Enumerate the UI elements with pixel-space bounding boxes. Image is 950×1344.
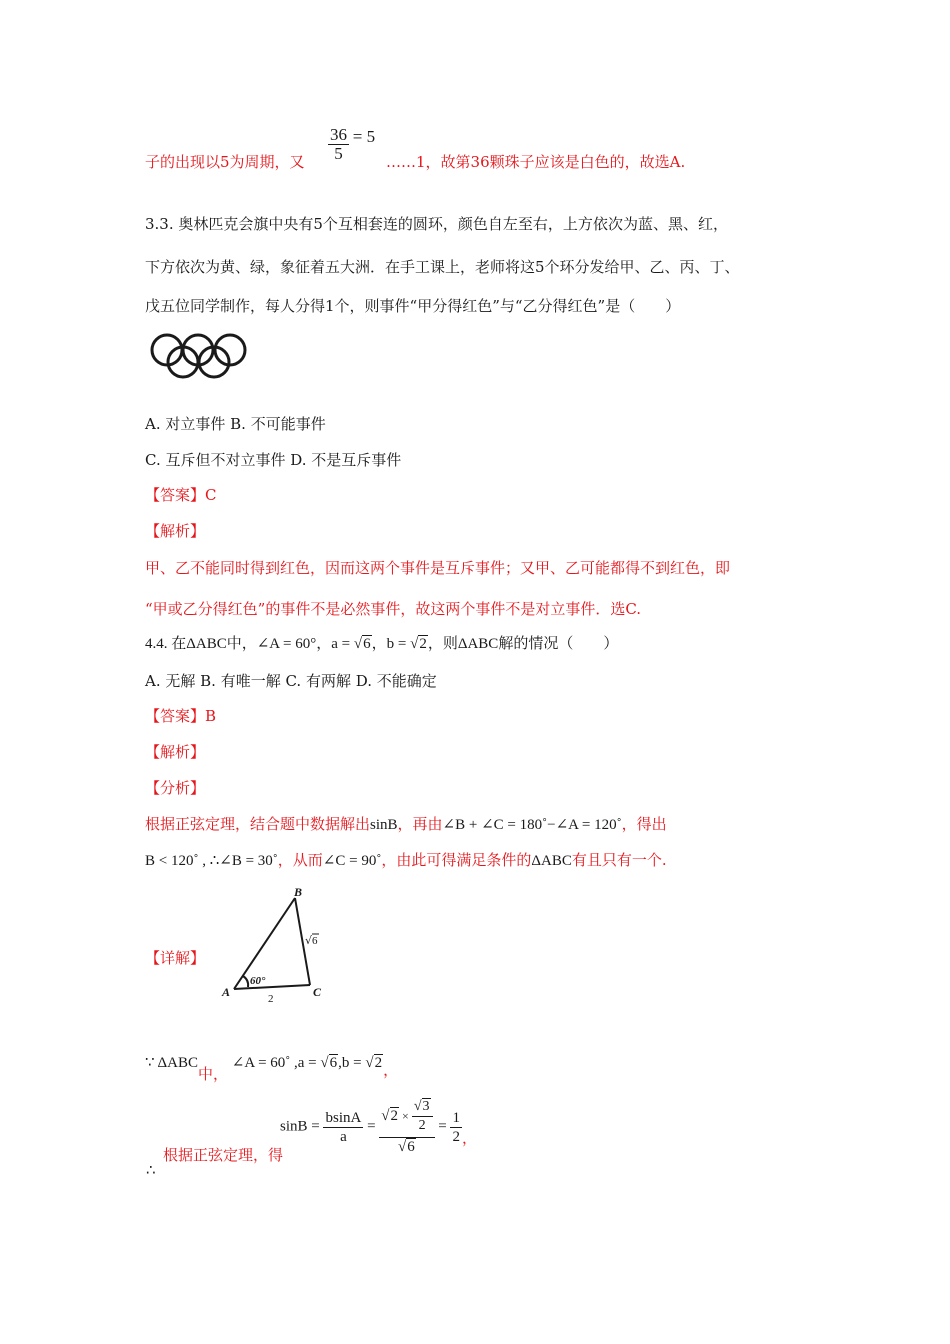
because-text: 中，: [197, 1065, 228, 1083]
sqrt-2-radicand: 2: [374, 1055, 383, 1071]
q3-options-row1: A. 对立事件 B. 不可能事件: [145, 415, 326, 433]
fenxi1-text2: ，再由: [397, 815, 443, 833]
fraction-sqrt3-over-2: [412, 1098, 433, 1135]
q4-stem-part-c: ，则ΔABC解的情况（ ）: [427, 636, 619, 652]
equals-sign: =: [438, 1118, 451, 1135]
q4-stem-part-a: 4.4. 在ΔABC中，∠A = 60°，a =: [145, 636, 354, 652]
q3-stem-line1: 3.3. 奥林匹克会旗中央有5个互相套连的圆环，颜色自左至右，上方依次为蓝、黑、红，: [145, 215, 728, 233]
fenxi2-text3: 有且只有一个.: [571, 851, 667, 869]
fraction-numerator: bsinA: [325, 1109, 362, 1126]
therefore-text: 根据正弦定理，得: [163, 1146, 284, 1164]
q4-answer: [145, 706, 216, 726]
fraction-one-half: [450, 1109, 462, 1146]
because-symbol: ∵: [145, 1053, 155, 1071]
q3-options-row2: C. 互斥但不对立事件 D. 不是互斥事件: [145, 451, 402, 469]
side-bc-label: 6: [312, 935, 318, 947]
because-triangle: ΔABC: [157, 1055, 198, 1071]
vertex-a-label: A: [222, 985, 231, 999]
times-sign: ×: [399, 1109, 412, 1123]
sqrt-6: √6: [320, 1055, 338, 1071]
q3-stem-line2: 下方依次为黄、绿，象征着五大洲．在手工课上，老师将这5个环分发给甲、乙、丙、丁、: [145, 258, 740, 276]
because-b: ,b =: [338, 1055, 366, 1071]
fenxi1-angle-eq: ∠B + ∠C = 180˚−∠A = 120˚: [442, 817, 622, 833]
q3-answer: [145, 485, 217, 505]
q3-analysis-tag: 【解析】: [145, 522, 206, 540]
side-bc-sqrt-sign: √: [305, 934, 313, 947]
side-ac: [234, 985, 310, 989]
sqrt-3: √3: [413, 1099, 430, 1114]
q4-fenxi-tag: 【分析】: [145, 779, 206, 797]
fenxi2-angle-c: ∠C = 90˚: [322, 853, 382, 869]
q4-fenxi-line1: [145, 814, 667, 835]
sqrt-6: √6: [353, 636, 371, 652]
triangle-abc-figure: [218, 886, 338, 1008]
q3-stem-line3: 戊五位同学制作，每人分得1个，则事件“甲分得红色”与“乙分得红色”是（ ）: [145, 297, 681, 315]
equals-five: = 5: [352, 126, 376, 146]
because-angle: ∠A = 60˚ ,a =: [231, 1055, 321, 1071]
q3-analysis-line1: 甲、乙不能同时得到红色，因而这两个事件是互斥事件；又甲、乙可能都得不到红色，即: [145, 559, 731, 577]
fraction-36-over-5: [328, 126, 349, 163]
answer-value: B: [205, 707, 217, 725]
equals-sign: =: [367, 1118, 380, 1135]
therefore-comma: ，: [461, 1130, 477, 1147]
olympic-rings-image: [147, 330, 253, 382]
line1-fraction: [328, 126, 375, 163]
fenxi1-text3: ，得出: [621, 815, 667, 833]
side-ac-label: 2: [268, 993, 274, 1005]
q4-stem: [145, 634, 618, 654]
fraction-complex: [379, 1098, 434, 1156]
q4-detail-tag: 【详解】: [145, 949, 206, 967]
line1-suffix: ……1，故第36颗珠子应该是白色的，故选A.: [386, 153, 686, 171]
q4-analysis-tag: 【解析】: [145, 743, 206, 761]
line1-prefix: 子的出现以5为周期，又: [145, 153, 305, 171]
sqrt-2-radicand: 2: [419, 636, 427, 652]
angle-a-label: 60°: [250, 975, 266, 987]
fraction-numerator: [379, 1098, 434, 1138]
sqrt-2-radicand: 2: [390, 1108, 399, 1124]
fenxi2-triangle: ΔABC: [531, 853, 572, 869]
fraction-numerator: 36: [330, 125, 347, 144]
therefore-symbol: ∴: [146, 1161, 156, 1179]
fenxi2-text: ，从而: [277, 851, 323, 869]
sqrt-6-radicand: 6: [363, 636, 371, 652]
angle-arc: [243, 976, 248, 987]
fenxi2-b-range: B < 120˚ , ∴∠B = 30˚: [145, 853, 278, 869]
fraction-denominator: 2: [452, 1128, 460, 1145]
fenxi1-sinb: sinB: [370, 817, 398, 833]
sqrt-6-radicand: 6: [407, 1139, 415, 1155]
q4-options: A. 无解 B. 有唯一解 C. 有两解 D. 不能确定: [145, 672, 437, 690]
q4-fenxi-line2: [145, 850, 667, 871]
fraction-numerator: [412, 1098, 433, 1117]
sinb-label: sinB =: [280, 1118, 324, 1135]
fraction-denominator: 2: [418, 1118, 426, 1133]
vertex-c-label: C: [313, 985, 322, 999]
because-line: [145, 1047, 399, 1083]
sqrt-2: √2: [410, 636, 427, 652]
fraction-denominator: 5: [334, 144, 343, 163]
fraction-bsina-over-a: [323, 1109, 363, 1146]
fraction-denominator: [379, 1138, 434, 1156]
fenxi1-text: 根据正弦定理，结合题中数据解出: [145, 815, 371, 833]
sqrt-3-radicand: 3: [422, 1099, 430, 1114]
fraction-numerator: 1: [452, 1109, 460, 1126]
because-comma: ，: [383, 1063, 399, 1079]
q4-stem-part-b: ，b =: [371, 636, 411, 652]
fenxi2-text2: ，由此可得满足条件的: [381, 851, 532, 869]
answer-tag: 【答案】: [145, 707, 206, 725]
sqrt-2: √2: [381, 1108, 399, 1124]
answer-tag: 【答案】: [145, 486, 206, 504]
therefore-formula: [280, 1098, 477, 1156]
sqrt-6-radicand: 6: [329, 1055, 338, 1071]
sqrt-6: √6: [398, 1139, 415, 1155]
vertex-b-label: B: [294, 886, 303, 899]
answer-value: C: [205, 486, 217, 504]
fraction-denominator: a: [340, 1128, 347, 1145]
q3-analysis-line2: “甲或乙分得红色”的事件不是必然事件，故这两个事件不是对立事件．选C.: [145, 600, 642, 618]
sqrt-2: √2: [365, 1055, 383, 1071]
